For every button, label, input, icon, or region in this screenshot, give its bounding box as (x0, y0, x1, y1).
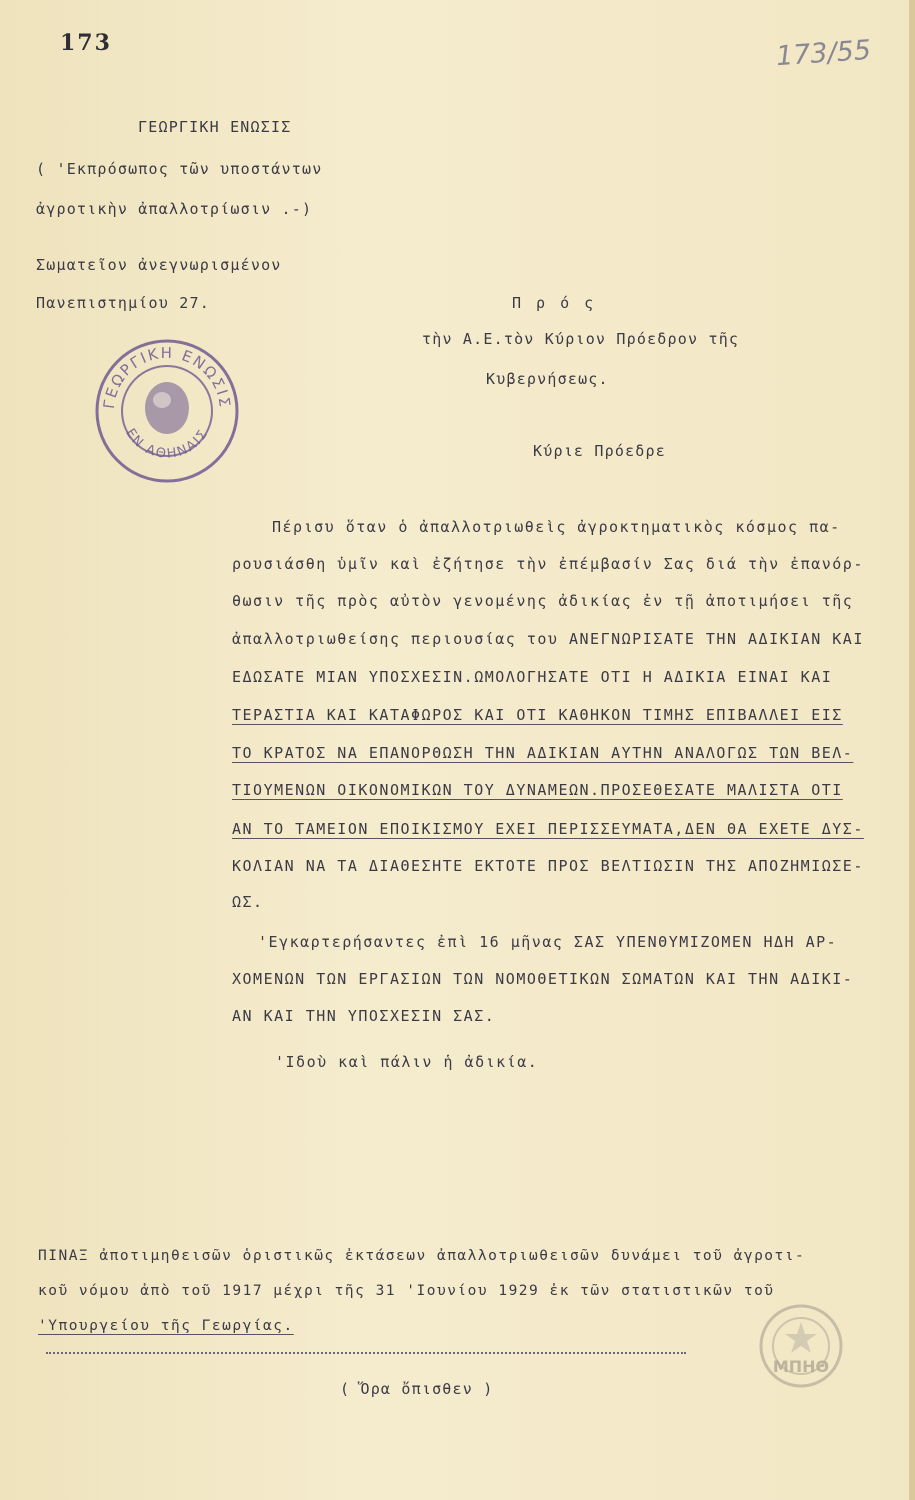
page-number: 173 (60, 30, 112, 56)
salutation: Κύριε Πρόεδρε (533, 442, 666, 460)
body-line-3: θωσιν τῆς πρὸς αὐτὸν γενομένης ἀδικίας ἐν τῇ ἀποτιμήσει τῆς (232, 592, 854, 610)
stamp-bottom-text: ΕΝ ΑΘΗΝΑΙΣ (122, 426, 212, 462)
body-line-14: ΑΝ ΚΑΙ ΤΗΝ ΥΠΟΣΧΕΣΙΝ ΣΑΣ. (232, 1007, 496, 1025)
body-line-15: 'Ιδοὺ καὶ πάλιν ἡ ἀδικία. (275, 1053, 539, 1071)
sender-address: Πανεπιστημίου 27. (36, 294, 210, 312)
sender-desc-1: ( 'Εκπρόσωπος τῶν υποστάντων (36, 160, 323, 178)
sender-registration: Σωματεῖον ἀνεγνωρισμένον (36, 256, 282, 274)
sender-desc-2: ἀγροτικὴν ἀπαλλοτρίωσιν .-) (36, 200, 313, 218)
table-caption-1: ΠΙΝΑΞ ἀποτιμηθεισῶν ὁριστικῶς ἐκτάσεων ἀπαλλοτριωθεισῶν δυνάμει τοῦ ἀγροτι- (38, 1248, 806, 1264)
dotted-divider (46, 1352, 686, 1354)
recipient-line-2: Κυβερνήσεως. (486, 370, 609, 388)
table-caption-2: κοῦ νόμου ἀπὸ τοῦ 1917 μέχρι τῆς 31 'Ιουνίου 1929 ἐκ τῶν στατιστικῶν τοῦ (38, 1283, 775, 1299)
archive-stamp (755, 1300, 847, 1392)
body-line-1: Πέρισυ ὅταν ὁ ἀπαλλοτριωθεὶς ἀγροκτηματικὸς κόσμος πα- (272, 518, 841, 536)
body-line-9: ΑΝ ΤΟ ΤΑΜΕΙΟΝ ΕΠΟΙΚΙΣΜΟΥ ΕΧΕΙ ΠΕΡΙΣΣΕΥΜΑΤΑ,ΔΕΝ ΘΑ ΕΧΕΤΕ ΔΥΣ- (232, 820, 864, 838)
body-line-13: ΧΟΜΕΝΩΝ ΤΩΝ ΕΡΓΑΣΙΩΝ ΤΩΝ ΝΟΜΟΘΕΤΙΚΩΝ ΣΩΜΑΤΩΝ ΚΑΙ ΤΗΝ ΑΔΙΚΙ- (232, 970, 854, 988)
recipient-line-1: τὴν Α.Ε.τὸν Κύριον Πρόεδρον τῆς (422, 330, 740, 348)
table-caption-3: 'Υπουργείου τῆς Γεωργίας. (38, 1318, 294, 1334)
stamp-emblem-icon (145, 382, 189, 434)
paper-edge (909, 0, 915, 1500)
body-line-12: 'Εγκαρτερήσαντες ἐπὶ 16 μῆνας ΣΑΣ ΥΠΕΝΘΥΜΙΖΟΜΕΝ ΗΔΗ ΑΡ- (258, 933, 838, 951)
body-line-4: ἀπαλλοτριωθείσης περιουσίας του ΑΝΕΓΝΩΡΙΣΑΤΕ ΤΗΝ ΑΔΙΚΙΑΝ ΚΑΙ (232, 630, 864, 648)
body-line-2: ρουσιάσθη ὑμῖν καὶ ἐζήτησε τὴν ἐπέμβασίν Σας διά τὴν ἐπανόρ- (232, 555, 864, 573)
stamp-top-text: ΓΕΩΡΓΙΚΗ ΕΝΩΣΙΣ (99, 343, 235, 410)
body-line-5: ΕΔΩΣΑΤΕ ΜΙΑΝ ΥΠΟΣΧΕΣΙΝ.ΩΜΟΛΟΓΗΣΑΤΕ ΟΤΙ Η ΑΔΙΚΙΑ ΕΙΝΑΙ ΚΑΙ (232, 668, 833, 686)
body-line-8: ΤΙΟΥΜΕΝΩΝ ΟΙΚΟΝΟΜΙΚΩΝ ΤΟΥ ΔΥΝΑΜΕΩΝ.ΠΡΟΣΕΘΕΣΑΤΕ ΜΑΛΙΣΤΑ ΟΤΙ (232, 781, 843, 799)
archive-mark: 173/55 (775, 34, 872, 73)
association-stamp (92, 336, 242, 486)
body-line-7: ΤΟ ΚΡΑΤΟΣ ΝΑ ΕΠΑΝΟΡΘΩΣΗ ΤΗΝ ΑΔΙΚΙΑΝ ΑΥΤΗΝ ΑΝΑΛΟΓΩΣ ΤΩΝ ΒΕΛ- (232, 744, 854, 762)
sender-org: ΓΕΩΡΓΙΚΗ ΕΝΩΣΙΣ (138, 118, 292, 136)
footer-note: ( Ὅρα ὄπισθεν ) (340, 1380, 494, 1398)
body-line-10: ΚΟΛΙΑΝ ΝΑ ΤΑ ΔΙΑΘΕΣΗΤΕ ΕΚΤΟΤΕ ΠΡΟΣ ΒΕΛΤΙΩΣΙΝ ΤΗΣ ΑΠΟΖΗΜΙΩΣΕ- (232, 857, 864, 875)
archive-stamp-text: ΜΠΗΘ (772, 1357, 830, 1376)
recipient-pros: Π ρ ό ς (512, 294, 597, 312)
body-line-11: ΩΣ. (232, 893, 264, 911)
archive-star-icon (785, 1322, 817, 1353)
body-line-6: ΤΕΡΑΣΤΙΑ ΚΑΙ ΚΑΤΑΦΩΡΟΣ ΚΑΙ ΟΤΙ ΚΑΘΗΚΟΝ ΤΙΜΗΣ ΕΠΙΒΑΛΛΕΙ ΕΙΣ (232, 706, 843, 724)
